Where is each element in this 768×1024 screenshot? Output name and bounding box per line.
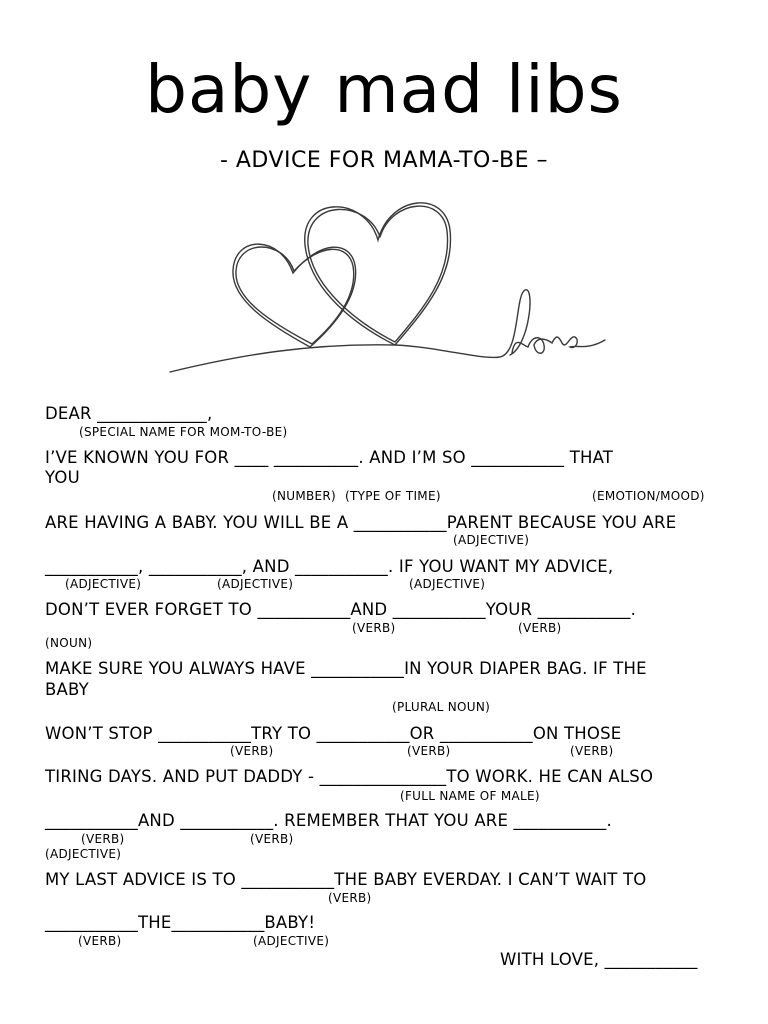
hint-plural-noun: (PLURAL NOUN): [392, 700, 491, 714]
hint-verb: (VERB): [328, 891, 372, 905]
hint-verb: (VERB): [250, 832, 294, 846]
letter-line-2b: YOU: [45, 468, 80, 487]
letter-line-11: ___________THE___________BABY!: [45, 913, 316, 932]
hint-adjective: (ADJECTIVE): [253, 934, 330, 948]
hint-noun: (NOUN): [45, 636, 93, 650]
signature-line: WITH LOVE, ___________: [500, 950, 698, 969]
letter-line-1: DEAR _____________,: [45, 404, 213, 423]
letter-line-8: TIRING DAYS. AND PUT DADDY - _______________TO WORK. HE CAN ALSO: [45, 767, 654, 786]
hint-verb: (VERB): [78, 934, 122, 948]
hint-adjective: (ADJECTIVE): [453, 533, 530, 547]
page-subtitle: - ADVICE FOR MAMA-TO-BE –: [219, 148, 549, 173]
hint-emotion: (EMOTION/MOOD): [592, 489, 705, 503]
letter-line-3: ARE HAVING A BABY. YOU WILL BE A ___________PARENT BECAUSE YOU ARE: [45, 513, 677, 532]
hint-verb: (VERB): [81, 832, 125, 846]
hint-verb: (VERB): [518, 621, 562, 635]
hint-adjective: (ADJECTIVE): [217, 577, 294, 591]
hint-verb: (VERB): [570, 744, 614, 758]
hint-adjective: (ADJECTIVE): [65, 577, 142, 591]
hint-adjective: (ADJECTIVE): [45, 847, 122, 861]
hearts-love-icon: [160, 185, 610, 380]
hint-adjective: (ADJECTIVE): [409, 577, 486, 591]
hint-verb: (VERB): [230, 744, 274, 758]
hint-full-name-male: (FULL NAME OF MALE): [400, 789, 540, 803]
letter-line-6: MAKE SURE YOU ALWAYS HAVE ___________IN YOUR DIAPER BAG. IF THE: [45, 659, 647, 678]
letter-line-10: MY LAST ADVICE IS TO ___________THE BABY EVERDAY. I CAN’T WAIT TO: [45, 870, 647, 889]
letter-line-9: ___________AND ___________. REMEMBER THAT YOU ARE ___________.: [45, 811, 612, 830]
hint-special-name: (SPECIAL NAME FOR MOM-TO-BE): [79, 425, 288, 439]
letter-line-5: DON’T EVER FORGET TO ___________AND ___________YOUR ___________.: [45, 600, 637, 619]
hint-type-of-time: (TYPE OF TIME): [345, 489, 441, 503]
letter-line-6b: BABY: [45, 680, 89, 699]
letter-line-2: I’VE KNOWN YOU FOR ____ __________. AND I’M SO ___________ THAT: [45, 448, 614, 467]
letter-line-7: WON’T STOP ___________TRY TO ___________OR ___________ON THOSE: [45, 724, 622, 743]
page-title: baby mad libs: [145, 51, 623, 128]
hint-number: (NUMBER): [272, 489, 337, 503]
letter-line-4: ___________, ___________, AND ___________. IF YOU WANT MY ADVICE,: [45, 557, 614, 576]
hint-verb: (VERB): [352, 621, 396, 635]
hint-verb: (VERB): [407, 744, 451, 758]
